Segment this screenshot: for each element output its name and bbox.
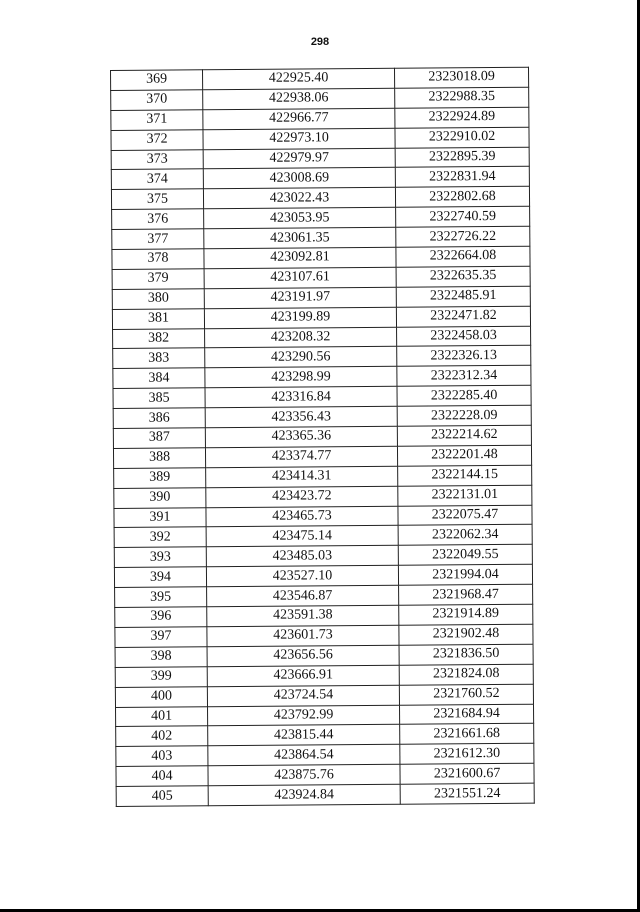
x-coordinate-cell: 422979.97 [203, 148, 395, 169]
point-number-cell: 384 [113, 368, 205, 389]
point-number-cell: 389 [114, 468, 206, 489]
point-number-cell: 402 [116, 726, 208, 747]
point-number-cell: 380 [112, 289, 204, 310]
x-coordinate-cell: 423092.81 [204, 247, 396, 268]
point-number-cell: 395 [115, 587, 207, 608]
page-number: 298 [310, 36, 330, 48]
coordinate-table [110, 67, 535, 807]
x-coordinate-cell: 423356.43 [205, 406, 397, 427]
point-number-cell: 392 [114, 527, 206, 548]
x-coordinate-cell: 423601.73 [207, 625, 399, 646]
y-coordinate-cell: 2322458.03 [397, 326, 531, 347]
point-number-cell: 388 [113, 448, 205, 469]
point-number-cell: 378 [112, 249, 204, 270]
x-coordinate-cell: 423298.99 [205, 367, 397, 388]
x-coordinate-cell: 423475.14 [206, 526, 398, 547]
x-coordinate-cell: 423022.43 [203, 188, 395, 209]
y-coordinate-cell: 2321600.67 [400, 763, 534, 784]
x-coordinate-cell: 423414.31 [206, 466, 398, 487]
point-number-cell: 405 [116, 786, 208, 807]
x-coordinate-cell: 423061.35 [204, 227, 396, 248]
point-number-cell: 374 [111, 169, 203, 190]
x-coordinate-cell: 423465.73 [206, 506, 398, 527]
y-coordinate-cell: 2321551.24 [400, 783, 534, 804]
point-number-cell: 399 [115, 666, 207, 687]
y-coordinate-cell: 2322802.68 [395, 187, 529, 208]
point-number-cell: 386 [113, 408, 205, 429]
y-coordinate-cell: 2322326.13 [397, 346, 531, 367]
point-number-cell: 377 [112, 229, 204, 250]
x-coordinate-cell: 423053.95 [204, 207, 396, 228]
x-coordinate-cell: 423107.61 [204, 267, 396, 288]
x-coordinate-cell: 423815.44 [208, 725, 400, 746]
x-coordinate-cell: 423374.77 [205, 446, 397, 467]
x-coordinate-cell: 422966.77 [203, 108, 395, 129]
point-number-cell: 396 [115, 607, 207, 628]
y-coordinate-cell: 2321684.94 [399, 704, 533, 725]
x-coordinate-cell: 423208.32 [205, 327, 397, 348]
point-number-cell: 393 [114, 547, 206, 568]
y-coordinate-cell: 2321968.47 [399, 584, 533, 605]
x-coordinate-cell: 423365.36 [205, 426, 397, 447]
x-coordinate-cell: 422925.40 [203, 68, 395, 89]
x-coordinate-cell: 423191.97 [204, 287, 396, 308]
point-number-cell: 391 [114, 507, 206, 528]
x-coordinate-cell: 423792.99 [208, 705, 400, 726]
y-coordinate-cell: 2322214.62 [397, 425, 531, 446]
y-coordinate-cell: 2322895.39 [395, 147, 529, 168]
y-coordinate-cell: 2322312.34 [397, 366, 531, 387]
point-number-cell: 404 [116, 766, 208, 787]
y-coordinate-cell: 2322228.09 [397, 405, 531, 426]
y-coordinate-cell: 2322485.91 [396, 286, 530, 307]
x-coordinate-cell: 423656.56 [207, 645, 399, 666]
x-coordinate-cell: 423423.72 [206, 486, 398, 507]
y-coordinate-cell: 2322049.55 [398, 545, 532, 566]
point-number-cell: 387 [113, 428, 205, 449]
y-coordinate-cell: 2322726.22 [396, 226, 530, 247]
y-coordinate-cell: 2322988.35 [395, 87, 529, 108]
x-coordinate-cell: 423724.54 [207, 685, 399, 706]
y-coordinate-cell: 2321760.52 [399, 684, 533, 705]
x-coordinate-cell: 423591.38 [207, 605, 399, 626]
point-number-cell: 401 [116, 706, 208, 727]
x-coordinate-cell: 423527.10 [206, 566, 398, 587]
y-coordinate-cell: 2323018.09 [394, 67, 528, 88]
point-number-cell: 400 [115, 686, 207, 707]
x-coordinate-cell: 423199.89 [204, 307, 396, 328]
point-number-cell: 403 [116, 746, 208, 767]
point-number-cell: 381 [112, 308, 204, 329]
x-coordinate-cell: 423924.84 [208, 784, 400, 805]
y-coordinate-cell: 2321914.89 [399, 604, 533, 625]
point-number-cell: 397 [115, 627, 207, 648]
x-coordinate-cell: 422973.10 [203, 128, 395, 149]
table-row [116, 783, 534, 806]
point-number-cell: 375 [111, 189, 203, 210]
coordinate-table-container [110, 67, 534, 807]
x-coordinate-cell: 423666.91 [207, 665, 399, 686]
y-coordinate-cell: 2321902.48 [399, 624, 533, 645]
y-coordinate-cell: 2322740.59 [396, 206, 530, 227]
y-coordinate-cell: 2322924.89 [395, 107, 529, 128]
y-coordinate-cell: 2321824.08 [399, 664, 533, 685]
point-number-cell: 390 [114, 487, 206, 508]
y-coordinate-cell: 2321836.50 [399, 644, 533, 665]
x-coordinate-cell: 423290.56 [205, 347, 397, 368]
y-coordinate-cell: 2322635.35 [396, 266, 530, 287]
y-coordinate-cell: 2322144.15 [398, 465, 532, 486]
point-number-cell: 373 [111, 149, 203, 170]
y-coordinate-cell: 2321994.04 [398, 564, 532, 585]
x-coordinate-cell: 423864.54 [208, 745, 400, 766]
point-number-cell: 383 [113, 348, 205, 369]
x-coordinate-cell: 423008.69 [203, 168, 395, 189]
y-coordinate-cell: 2322664.08 [396, 246, 530, 267]
y-coordinate-cell: 2321661.68 [400, 724, 534, 745]
y-coordinate-cell: 2321612.30 [400, 743, 534, 764]
y-coordinate-cell: 2322201.48 [397, 445, 531, 466]
y-coordinate-cell: 2322910.02 [395, 127, 529, 148]
point-number-cell: 398 [115, 647, 207, 668]
y-coordinate-cell: 2322471.82 [396, 306, 530, 327]
point-number-cell: 371 [111, 110, 203, 131]
x-coordinate-cell: 423316.84 [205, 387, 397, 408]
coordinate-table-body [111, 67, 535, 806]
y-coordinate-cell: 2322075.47 [398, 505, 532, 526]
x-coordinate-cell: 423875.76 [208, 764, 400, 785]
point-number-cell: 379 [112, 269, 204, 290]
x-coordinate-cell: 423546.87 [207, 585, 399, 606]
point-number-cell: 369 [111, 70, 203, 91]
y-coordinate-cell: 2322062.34 [398, 525, 532, 546]
y-coordinate-cell: 2322831.94 [395, 167, 529, 188]
y-coordinate-cell: 2322131.01 [398, 485, 532, 506]
point-number-cell: 394 [114, 567, 206, 588]
point-number-cell: 372 [111, 129, 203, 150]
point-number-cell: 370 [111, 90, 203, 111]
y-coordinate-cell: 2322285.40 [397, 385, 531, 406]
x-coordinate-cell: 422938.06 [203, 88, 395, 109]
point-number-cell: 385 [113, 388, 205, 409]
x-coordinate-cell: 423485.03 [206, 546, 398, 567]
point-number-cell: 382 [113, 328, 205, 349]
point-number-cell: 376 [112, 209, 204, 230]
